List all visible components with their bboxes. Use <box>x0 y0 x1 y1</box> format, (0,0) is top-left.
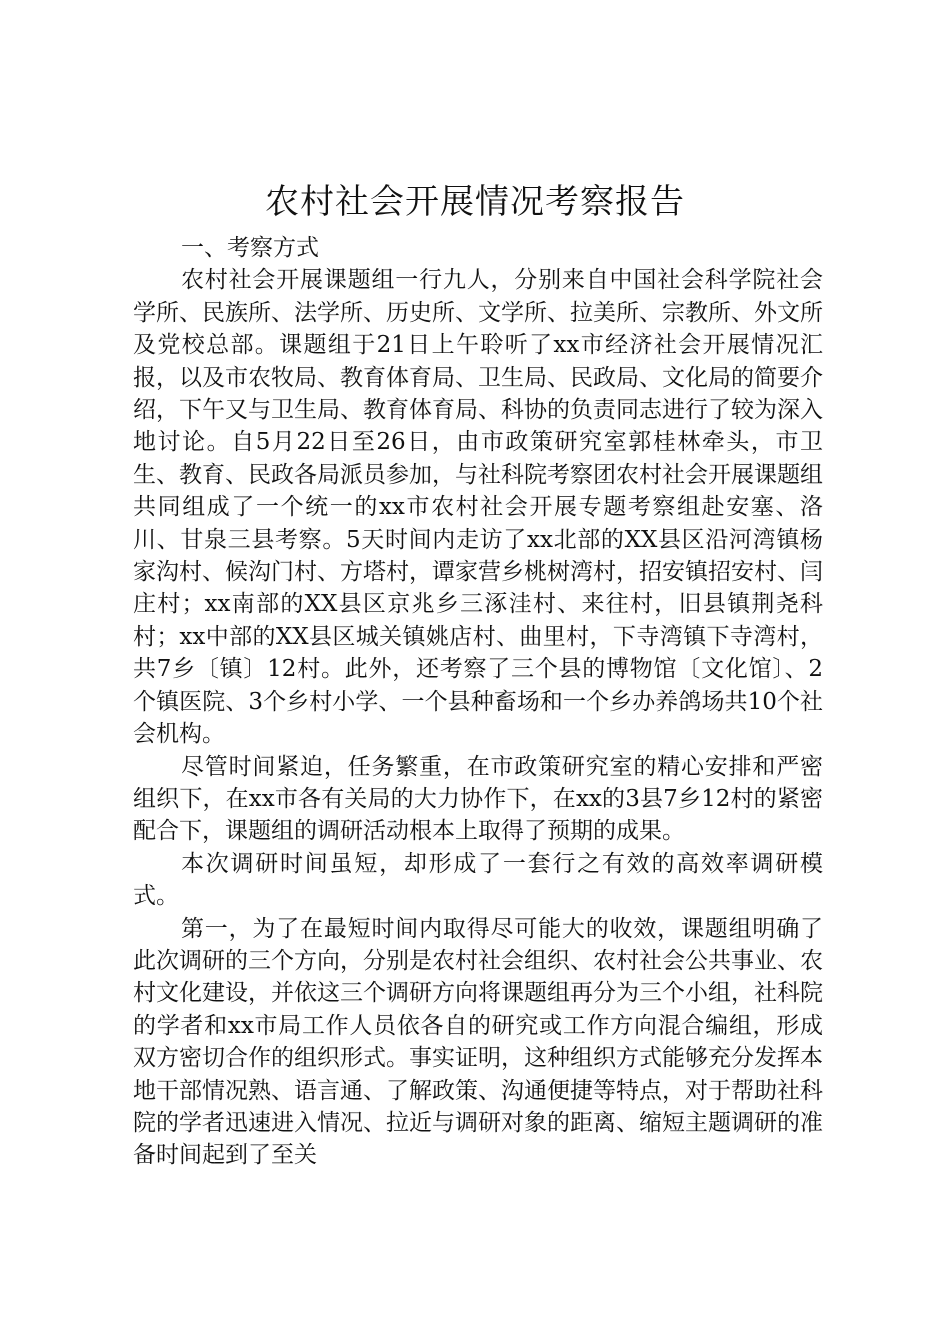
paragraph: 农村社会开展课题组一行九人，分别来自中国社会科学院社会学所、民族所、法学所、历史所、文学所、拉美所、宗教所、外文所及党校总部。课题组于21日上午聆听了xx市经济社会开展情况汇报，以及市农牧局、教育体育局、卫生局、民政局、文化局的简要介绍，下午又与卫生局、教育体育局、科协的负责同志进行了较为深入地讨论。自5月22日至26日，由市政策研究室郭桂林牵头，市卫生、教育、民政各局派员参加，与社科院考察团农村社会开展课题组共同组成了一个统一的xx市农村社会开展专题考察组赴安塞、洛川、甘泉三县考察。5天时间内走访了xx北部的XX县区沿河湾镇杨家沟村、候沟门村、方塔村，谭家营乡桃树湾村，招安镇招安村、闫庄村；xx南部的XX县区京兆乡三涿洼村、来往村，旧县镇荆尧科村；xx中部的XX县区城关镇姚店村、曲里村，下寺湾镇下寺湾村，共7乡〔镇〕12村。此外，还考察了三个县的博物馆〔文化馆〕、2个镇医院、3个乡村小学、一个县种畜场和一个乡办养鸽场共10个社会机构。 <box>133 267 823 748</box>
paragraph: 本次调研时间虽短，却形成了一套行之有效的高效率调研模式。 <box>133 850 823 910</box>
document-body <box>133 232 823 1172</box>
paragraph: 尽管时间紧迫，任务繁重，在市政策研究室的精心安排和严密组织下，在xx市各有关局的大力协作下，在xx的3县7乡12村的紧密配合下，课题组的调研活动根本上取得了预期的成果。 <box>133 753 823 845</box>
document-title: 农村社会开展情况考察报告 <box>265 182 685 222</box>
section-heading: 一、考察方式 <box>181 235 319 261</box>
paragraph: 第一，为了在最短时间内取得尽可能大的收效，课题组明确了此次调研的三个方向，分别是农村社会组织、农村社会公共事业、农村文化建设，并依这三个调研方向将课题组再分为三个小组，社科院的学者和xx市局工作人员依各自的研究或工作方向混合编组，形成双方密切合作的组织形式。事实证明，这种组织方式能够充分发挥本地干部情况熟、语言通、了解政策、沟通便捷等特点，对于帮助社科院的学者迅速进入情况、拉近与调研对象的距离、缩短主题调研的准备时间起到了至关 <box>133 915 823 1169</box>
